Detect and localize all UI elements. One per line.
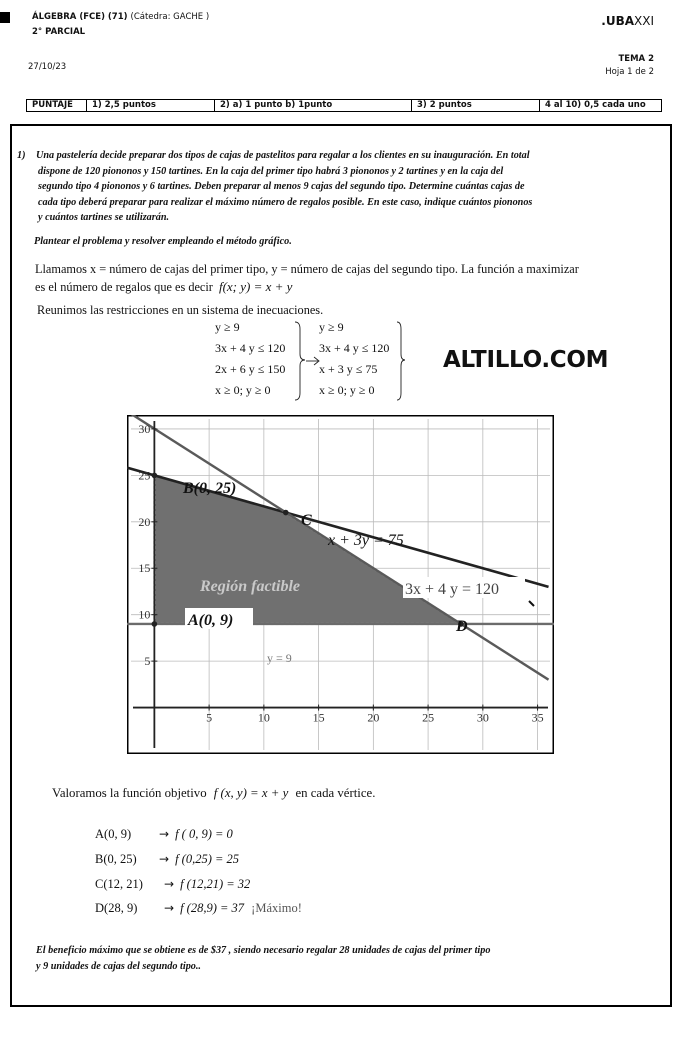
score-cell-2: 2) a) 1 punto b) 1punto bbox=[215, 100, 412, 111]
arrow-icon: → bbox=[164, 901, 175, 915]
vertex-eval: f ( 0, 9) = 0 bbox=[175, 827, 233, 841]
conclusion bbox=[36, 943, 668, 975]
exam-date: 27/10/23 bbox=[28, 62, 67, 72]
y-tick-label: 20 bbox=[138, 514, 151, 529]
vertex-point: C(12, 21) bbox=[95, 877, 143, 891]
corner-mark bbox=[0, 12, 10, 23]
feasible-region-graph bbox=[127, 415, 554, 754]
x-tick-label: 15 bbox=[312, 710, 325, 725]
score-cell-1: 1) 2,5 puntos bbox=[87, 100, 215, 111]
evaluate-text bbox=[52, 786, 375, 801]
x-tick-label: 20 bbox=[367, 710, 380, 725]
y-tick-label: 15 bbox=[138, 561, 151, 576]
vertex-eval: f (12,21) = 32 bbox=[180, 877, 251, 891]
intro-line-2 bbox=[35, 278, 663, 296]
course-catedra: (Cátedra: GACHE ) bbox=[130, 12, 210, 22]
problem-line: y cuántos tartines se utilizarán. bbox=[38, 212, 170, 223]
vertex-row bbox=[95, 901, 302, 916]
intro-line-1: Llamamos x = número de cajas del primer tipo, y = número de cajas del segundo tipo. La función a maximizar bbox=[35, 262, 579, 276]
brand-sub: XXI bbox=[634, 14, 654, 28]
x-tick-label: 5 bbox=[206, 710, 213, 725]
intro-line-2-text: es el número de regalos que es decir bbox=[35, 280, 213, 294]
vertex-point-mark bbox=[152, 621, 158, 627]
system-right-brace bbox=[396, 321, 406, 401]
system-left-1: y ≥ 9 bbox=[215, 320, 240, 334]
problem-statement bbox=[17, 148, 663, 226]
score-cell-4: 4 al 10) 0,5 cada uno bbox=[545, 100, 646, 110]
vertex-row bbox=[95, 827, 233, 842]
y-tick-label: 25 bbox=[138, 468, 151, 483]
system-right-2: 3x + 4 y ≤ 120 bbox=[319, 341, 390, 355]
evaluate-tail: en cada vértice. bbox=[295, 786, 376, 800]
vertex-point: D(28, 9) bbox=[95, 901, 138, 915]
region-label: Región factible bbox=[200, 578, 300, 595]
restrictions-intro: Reunimos las restricciones en un sistema de inecuaciones. bbox=[37, 303, 324, 317]
inequality-system bbox=[215, 320, 415, 402]
conclusion-line-1: El beneficio máximo que se obtiene es de $37 , siendo necesario regalar 28 unidades de cajas del primer tipo bbox=[36, 945, 491, 956]
score-table bbox=[26, 99, 662, 112]
x-tick-label: 30 bbox=[476, 710, 489, 725]
problem-number: 1) bbox=[17, 150, 26, 161]
point-label-b: B(0, 25) bbox=[183, 480, 237, 497]
score-cell-header: PUNTAJE bbox=[27, 100, 87, 111]
exam-name: 2° PARCIAL bbox=[32, 27, 86, 37]
course-title bbox=[32, 12, 209, 22]
y-tick-label: 30 bbox=[138, 421, 151, 436]
arrow-icon: → bbox=[159, 852, 170, 866]
objective-function: f(x; y) = x + y bbox=[218, 279, 293, 294]
vertex-row bbox=[95, 877, 250, 892]
problem-line: Una pastelería decide preparar dos tipos de cajas de pastelitos para regalar a los clientes en su inauguración. En total bbox=[36, 150, 530, 161]
page-counter: Hoja 1 de 2 bbox=[605, 67, 654, 77]
point-label-a: A(0, 9) bbox=[188, 612, 234, 629]
system-left-4: x ≥ 0; y ≥ 0 bbox=[215, 383, 271, 397]
point-label-c: C bbox=[301, 512, 312, 529]
x-tick-label: 35 bbox=[531, 710, 544, 725]
vertex-row bbox=[95, 852, 239, 867]
vertex-point-mark bbox=[283, 510, 289, 516]
score-cell-3: 3) 2 puntos bbox=[412, 100, 540, 111]
problem-line: cada tipo deberá preparar para realizar el máximo número de regalos posible. En este caso, indique cuántos piononos bbox=[38, 196, 533, 208]
x-tick-label: 10 bbox=[257, 710, 270, 725]
brand-main: .UBA bbox=[601, 14, 635, 28]
arrow-icon: → bbox=[164, 877, 175, 891]
evaluate-intro: Valoramos la función objetivo bbox=[52, 786, 207, 800]
problem-instruction: Plantear el problema y resolver empleando el método gráfico. bbox=[34, 236, 292, 247]
system-right-1: y ≥ 9 bbox=[319, 320, 344, 334]
system-left-2: 3x + 4 y ≤ 120 bbox=[215, 341, 286, 355]
conclusion-line-2: y 9 unidades de cajas del segundo tipo.. bbox=[36, 961, 201, 972]
maximum-note: ¡Máximo! bbox=[251, 901, 302, 915]
course-name: ÁLGEBRA (FCE) (71) bbox=[32, 12, 128, 22]
watermark: ALTILLO.COM bbox=[443, 347, 609, 373]
vertex-point-mark bbox=[152, 473, 158, 479]
line-label-2: 3x + 4 y = 120 bbox=[405, 581, 500, 598]
vertex-point: B(0, 25) bbox=[95, 852, 137, 866]
y-tick-label: 10 bbox=[138, 607, 151, 622]
point-label-d: D bbox=[456, 618, 468, 635]
problem-line: segundo tipo 4 piononos y 6 tartines. Deben preparar al menos 9 cajas del segundo tipo. Determine cuántas cajas de bbox=[38, 181, 525, 192]
system-left-3: 2x + 6 y ≤ 150 bbox=[215, 362, 286, 376]
x-tick-label: 25 bbox=[422, 710, 435, 725]
system-right-3: x + 3 y ≤ 75 bbox=[319, 362, 378, 376]
brand-logo bbox=[601, 14, 654, 28]
problem-line: dispone de 120 piononos y 150 tartines. En la caja del primer tipo habrá 3 piononos y 2 tartines y en la caja del bbox=[38, 165, 504, 177]
vertex-eval: f (0,25) = 25 bbox=[175, 852, 240, 866]
solution-intro bbox=[35, 260, 663, 296]
vertex-eval: f (28,9) = 37 bbox=[180, 901, 245, 915]
system-right-4: x ≥ 0; y ≥ 0 bbox=[319, 383, 375, 397]
y-tick-label: 5 bbox=[144, 654, 151, 669]
line-label-3: y = 9 bbox=[267, 651, 292, 665]
arrow-icon: → bbox=[159, 827, 170, 841]
evaluate-func: f (x, y) = x + y bbox=[213, 786, 289, 800]
line-label-1: x + 3y = 75 bbox=[328, 532, 404, 549]
vertex-point: A(0, 9) bbox=[95, 827, 132, 841]
exam-tema: TEMA 2 bbox=[618, 54, 654, 64]
